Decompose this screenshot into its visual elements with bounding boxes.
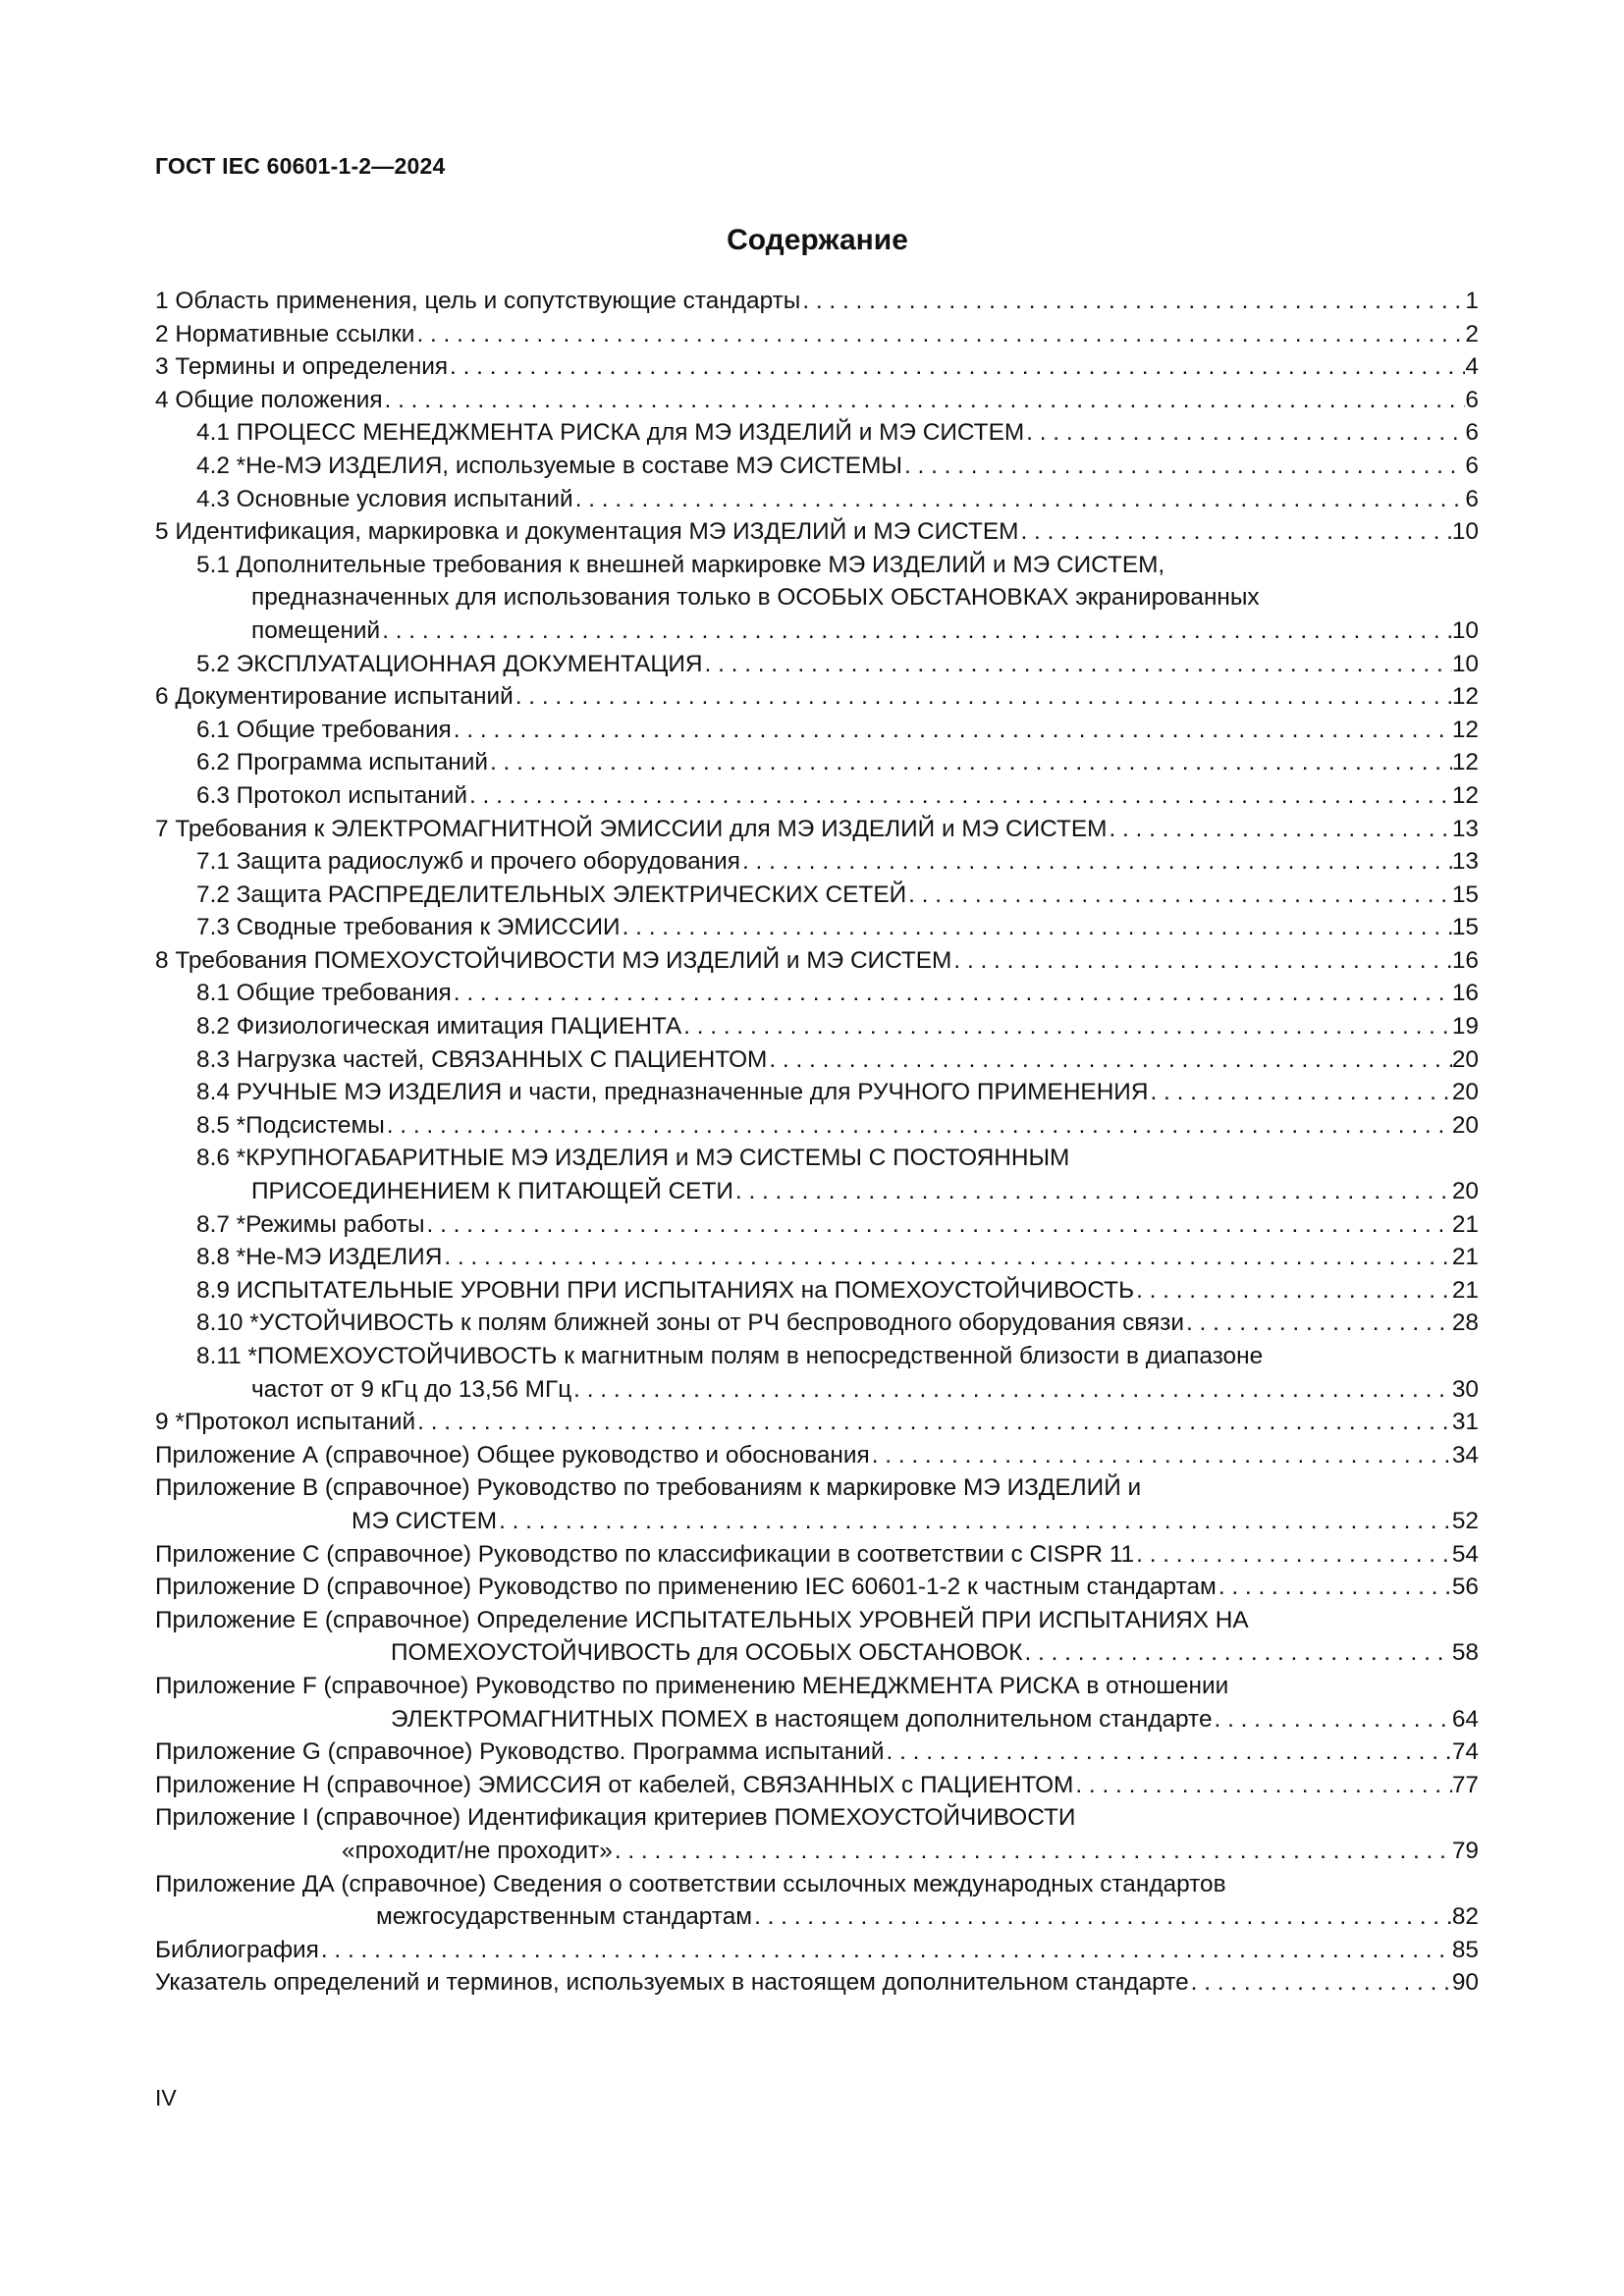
toc-entry-text: 7.2 Защита РАСПРЕДЕЛИТЕЛЬНЫХ ЭЛЕКТРИЧЕСКИХ СЕТЕЙ (196, 881, 907, 908)
toc-entry-page: 21 (1451, 1244, 1479, 1271)
toc-entry[interactable] (155, 1934, 1479, 1967)
toc-entry-page: 85 (1451, 1936, 1479, 1963)
toc-entry[interactable] (155, 746, 1479, 779)
dot-leader (448, 350, 1465, 384)
dot-leader (414, 318, 1465, 351)
toc-entry-text: 7.3 Сводные требования к ЭМИССИИ (196, 914, 621, 941)
toc-entry-text: Приложение А (справочное) Общее руководство и обоснования (155, 1441, 870, 1468)
toc-entry-text: 8.3 Нагрузка частей, СВЯЗАННЫХ С ПАЦИЕНТОМ (196, 1045, 768, 1073)
toc-entry[interactable] (155, 1208, 1479, 1242)
toc-entry-text: 1 Область применения, цель и сопутствующие стандарты (155, 288, 801, 314)
toc-entry-page: 20 (1451, 1178, 1479, 1205)
toc-entry[interactable] (155, 1307, 1479, 1340)
dot-leader (885, 1735, 1452, 1769)
toc-entry-page: 16 (1451, 980, 1479, 1007)
toc-entry-text: предназначенных для использования только в ОСОБЫХ ОБСТАНОВКАХ экранированных (251, 584, 1260, 612)
toc-entry-page: 54 (1451, 1540, 1479, 1568)
toc-entry-text: Приложение F (справочное) Руководство по применению МЕНЕДЖМЕНТА РИСКА в отношении (155, 1672, 1229, 1699)
toc-entry-page: 1 (1465, 288, 1479, 314)
dot-leader (1023, 1636, 1452, 1670)
toc-entry[interactable] (155, 1670, 1479, 1735)
toc-entry-page: 10 (1451, 616, 1479, 644)
toc-entry-page: 21 (1451, 1276, 1479, 1304)
toc-entry[interactable] (155, 350, 1479, 384)
toc-entry[interactable] (155, 1043, 1479, 1077)
toc-entry[interactable] (155, 1604, 1479, 1670)
toc-entry-page: 6 (1465, 419, 1479, 447)
dot-leader (497, 1505, 1452, 1538)
toc-entry[interactable] (155, 1538, 1479, 1572)
toc-entry[interactable] (155, 1769, 1479, 1802)
toc-entry-text: 4.3 Основные условия испытаний (196, 485, 573, 512)
toc-entry-page: 6 (1465, 452, 1479, 479)
toc-entry-page: 2 (1465, 320, 1479, 347)
toc-entry-page: 12 (1451, 781, 1479, 809)
dot-leader (613, 1835, 1452, 1868)
dot-leader (621, 911, 1452, 944)
toc-entry-page: 74 (1451, 1738, 1479, 1766)
dot-leader (319, 1934, 1452, 1967)
toc-entry-page: 31 (1451, 1409, 1479, 1436)
dot-leader (385, 1109, 1452, 1143)
page-number: IV (155, 2085, 177, 2110)
toc-entry-text: ПОМЕХОУСТОЙЧИВОСТЬ для ОСОБЫХ ОБСТАНОВОК (391, 1639, 1023, 1667)
toc-entry[interactable] (155, 1406, 1479, 1439)
dot-leader (733, 1175, 1452, 1208)
toc-entry-text: Указатель определений и терминов, используемых в настоящем дополнительном стандарте (155, 1969, 1189, 1997)
toc-entry-text: 8.1 Общие требования (196, 980, 452, 1007)
dot-leader (383, 384, 1466, 417)
toc-entry-text: 8.10 *УСТОЙЧИВОСТЬ к полям ближней зоны от РЧ беспроводного оборудования связи (196, 1309, 1184, 1337)
toc-entry-text: 3 Термины и определения (155, 353, 449, 381)
toc-entry-page: 19 (1451, 1013, 1479, 1041)
toc-entry-page: 12 (1451, 749, 1479, 776)
page-title: Содержание (727, 224, 908, 256)
toc-entry[interactable] (155, 977, 1479, 1010)
toc-entry-page: 15 (1451, 881, 1479, 908)
toc-entry-page: 20 (1451, 1111, 1479, 1139)
dot-leader (740, 845, 1452, 879)
dot-leader (1107, 813, 1451, 846)
toc-entry-page: 12 (1451, 716, 1479, 743)
toc-entry-page: 82 (1451, 1903, 1479, 1931)
dot-leader (1134, 1274, 1452, 1308)
toc-entry[interactable] (155, 1241, 1479, 1274)
toc-entry[interactable] (155, 1571, 1479, 1604)
toc-entry[interactable] (155, 384, 1479, 417)
dot-leader (380, 614, 1452, 648)
toc-entry-page: 77 (1451, 1771, 1479, 1798)
dot-leader (800, 285, 1465, 318)
toc-entry-text: Приложение Е (справочное) Определение ИСПЫТАТЕЛЬНЫХ УРОВНЕЙ ПРИ ИСПЫТАНИЯХ НА (155, 1606, 1249, 1633)
toc-entry[interactable] (155, 845, 1479, 879)
dot-leader (703, 648, 1452, 681)
dot-leader (1148, 1076, 1451, 1109)
dot-leader (1134, 1538, 1452, 1572)
toc-entry-text: 6.3 Протокол испытаний (196, 781, 467, 809)
toc-entry[interactable] (155, 549, 1479, 648)
toc-entry-text: 8.5 *Подсистемы (196, 1111, 385, 1139)
toc-entry-text: 8.11 *ПОМЕХОУСТОЙЧИВОСТЬ к магнитным полям в непосредственной близости в диапазоне (196, 1343, 1264, 1369)
toc-entry-page: 28 (1451, 1309, 1479, 1337)
toc-entry[interactable] (155, 1471, 1479, 1537)
toc-entry-text: межгосударственным стандартам (376, 1903, 753, 1931)
toc-entry-page: 12 (1451, 683, 1479, 711)
toc-entry-page: 52 (1451, 1507, 1479, 1534)
toc-entry[interactable] (155, 680, 1479, 714)
dot-leader (442, 1241, 1452, 1274)
toc-entry-text: 5.2 ЭКСПЛУАТАЦИОННАЯ ДОКУМЕНТАЦИЯ (196, 650, 703, 677)
toc-entry-page: 10 (1451, 650, 1479, 677)
toc-entry[interactable] (155, 416, 1479, 450)
toc-entry-page: 6 (1465, 386, 1479, 413)
toc-entry-text: 6 Документирование испытаний (155, 683, 514, 711)
toc-entry[interactable] (155, 714, 1479, 747)
dot-leader (415, 1406, 1452, 1439)
toc-entry-page: 30 (1451, 1375, 1479, 1403)
toc-entry[interactable] (155, 1439, 1479, 1472)
dot-leader (1073, 1769, 1451, 1802)
toc-entry[interactable] (155, 648, 1479, 681)
toc-entry-text: 8.6 *КРУПНОГАБАРИТНЫЕ МЭ ИЗДЕЛИЯ и МЭ СИСТЕМЫ С ПОСТОЯННЫМ (196, 1145, 1070, 1172)
toc-entry-text: 4.2 *Не-МЭ ИЗДЕЛИЯ, используемые в составе МЭ СИСТЕМЫ (196, 452, 902, 479)
dot-leader (1018, 515, 1451, 549)
toc-entry-text: 8.7 *Режимы работы (196, 1210, 425, 1238)
toc-entry-page: 90 (1451, 1969, 1479, 1997)
dot-leader (514, 680, 1452, 714)
toc-entry-text: помещений (251, 616, 381, 644)
toc-entry[interactable] (155, 1966, 1479, 2000)
dot-leader (573, 483, 1466, 516)
dot-leader (452, 714, 1452, 747)
toc-entry-text: 7 Требования к ЭЛЕКТРОМАГНИТНОЙ ЭМИССИИ для МЭ ИЗДЕЛИЙ и МЭ СИСТЕМ (155, 815, 1108, 842)
toc-entry-text: 6.1 Общие требования (196, 716, 452, 743)
toc-entry-text: Приложение G (справочное) Руководство. Программа испытаний (155, 1738, 885, 1766)
document-code: ГОСТ IEC 60601-1-2—2024 (155, 153, 446, 179)
toc-entry-page: 20 (1451, 1045, 1479, 1073)
table-of-contents (155, 285, 1479, 2000)
dot-leader (752, 1900, 1452, 1934)
toc-entry[interactable] (155, 1010, 1479, 1043)
toc-entry-page: 6 (1465, 485, 1479, 512)
toc-entry-page: 79 (1451, 1837, 1479, 1864)
dot-leader (425, 1208, 1452, 1242)
toc-entry[interactable] (155, 1868, 1479, 1934)
toc-entry[interactable] (155, 318, 1479, 351)
toc-entry[interactable] (155, 779, 1479, 813)
toc-entry-text: 8.9 ИСПЫТАТЕЛЬНЫЕ УРОВНИ ПРИ ИСПЫТАНИЯХ на ПОМЕХОУСТОЙЧИВОСТЬ (196, 1276, 1135, 1304)
toc-entry[interactable] (155, 813, 1479, 846)
dot-leader (1189, 1966, 1452, 2000)
dot-leader (571, 1373, 1452, 1407)
toc-entry-text: 6.2 Программа испытаний (196, 749, 488, 776)
toc-entry-text: 8.8 *Не-МЭ ИЗДЕЛИЯ (196, 1244, 443, 1271)
toc-entry[interactable] (155, 285, 1479, 318)
dot-leader (951, 944, 1451, 978)
toc-entry-page: 16 (1451, 946, 1479, 974)
toc-entry-page: 21 (1451, 1210, 1479, 1238)
toc-entry[interactable] (155, 515, 1479, 549)
toc-entry-text: 4.1 ПРОЦЕСС МЕНЕДЖМЕНТА РИСКА для МЭ ИЗДЕЛИЙ и МЭ СИСТЕМ (196, 419, 1025, 447)
toc-entry[interactable] (155, 911, 1479, 944)
toc-entry-page: 56 (1451, 1574, 1479, 1601)
toc-entry-page: 10 (1451, 518, 1479, 546)
toc-entry-text: Приложение ДА (справочное) Сведения о соответствии ссылочных международных стандартов (155, 1870, 1226, 1897)
toc-entry[interactable] (155, 1076, 1479, 1109)
dot-leader (1217, 1571, 1452, 1604)
toc-entry-text: 4 Общие положения (155, 386, 383, 413)
toc-entry[interactable] (155, 1801, 1479, 1867)
toc-entry[interactable] (155, 879, 1479, 912)
toc-entry[interactable] (155, 450, 1479, 483)
toc-entry-text: 5.1 Дополнительные требования к внешней маркировке МЭ ИЗДЕЛИЙ и МЭ СИСТЕМ, (196, 551, 1165, 578)
toc-entry-text: «проходит/не проходит» (342, 1837, 613, 1864)
dot-leader (488, 746, 1452, 779)
toc-entry-page: 4 (1465, 353, 1479, 381)
toc-entry-text: 8.4 РУЧНЫЕ МЭ ИЗДЕЛИЯ и части, предназначенные для РУЧНОГО ПРИМЕНЕНИЯ (196, 1079, 1149, 1106)
toc-entry-text: МЭ СИСТЕМ (352, 1507, 498, 1534)
toc-entry-text: Приложение В (справочное) Руководство по требованиям к маркировке МЭ ИЗДЕЛИЙ и (155, 1474, 1142, 1502)
dot-leader (906, 879, 1452, 912)
toc-entry-page: 64 (1451, 1705, 1479, 1733)
toc-entry-text: Приложение С (справочное) Руководство по классификации в соответствии с CISPR 11 (155, 1540, 1135, 1568)
toc-entry[interactable] (155, 1142, 1479, 1207)
toc-entry-text: ЭЛЕКТРОМАГНИТНЫХ ПОМЕХ в настоящем дополнительном стандарте (391, 1705, 1213, 1733)
toc-entry-page: 13 (1451, 848, 1479, 876)
dot-leader (681, 1010, 1452, 1043)
toc-entry-text: Приложение D (справочное) Руководство по применению IEC 60601-1-2 к частным стандартам (155, 1574, 1217, 1601)
toc-entry-page: 13 (1451, 815, 1479, 842)
toc-entry-page: 34 (1451, 1441, 1479, 1468)
toc-entry-text: ПРИСОЕДИНЕНИЕМ К ПИТАЮЩЕЙ СЕТИ (251, 1178, 733, 1205)
dot-leader (902, 450, 1465, 483)
dot-leader (467, 779, 1452, 813)
toc-entry[interactable] (155, 1340, 1479, 1406)
toc-entry-text: 9 *Протокол испытаний (155, 1409, 416, 1436)
toc-entry-page: 58 (1451, 1639, 1479, 1667)
toc-entry[interactable] (155, 944, 1479, 978)
toc-entry[interactable] (155, 483, 1479, 516)
toc-entry-text: Библиография (155, 1936, 319, 1963)
toc-entry[interactable] (155, 1274, 1479, 1308)
toc-entry-page: 20 (1451, 1079, 1479, 1106)
toc-entry[interactable] (155, 1109, 1479, 1143)
toc-entry-text: 8 Требования ПОМЕХОУСТОЙЧИВОСТИ МЭ ИЗДЕЛИЙ и МЭ СИСТЕМ (155, 946, 952, 974)
toc-entry-text: Приложение I (справочное) Идентификация критериев ПОМЕХОУСТОЙЧИВОСТИ (155, 1804, 1076, 1832)
dot-leader (767, 1043, 1451, 1077)
toc-entry-text: 7.1 Защита радиослужб и прочего оборудования (196, 848, 740, 876)
toc-entry[interactable] (155, 1735, 1479, 1769)
toc-entry-text: 5 Идентификация, маркировка и документация МЭ ИЗДЕЛИЙ и МЭ СИСТЕМ (155, 518, 1019, 546)
toc-entry-text: 2 Нормативные ссылки (155, 320, 415, 347)
toc-entry-text: частот от 9 кГц до 13,56 МГц (251, 1375, 572, 1403)
dot-leader (1024, 416, 1465, 450)
toc-entry-text: 8.2 Физиологическая имитация ПАЦИЕНТА (196, 1013, 682, 1041)
dot-leader (1184, 1307, 1452, 1340)
dot-leader (870, 1439, 1452, 1472)
dot-leader (1213, 1703, 1452, 1736)
toc-entry-text: Приложение Н (справочное) ЭМИССИЯ от кабелей, СВЯЗАННЫХ с ПАЦИЕНТОМ (155, 1771, 1074, 1798)
dot-leader (452, 977, 1452, 1010)
toc-entry-page: 15 (1451, 914, 1479, 941)
